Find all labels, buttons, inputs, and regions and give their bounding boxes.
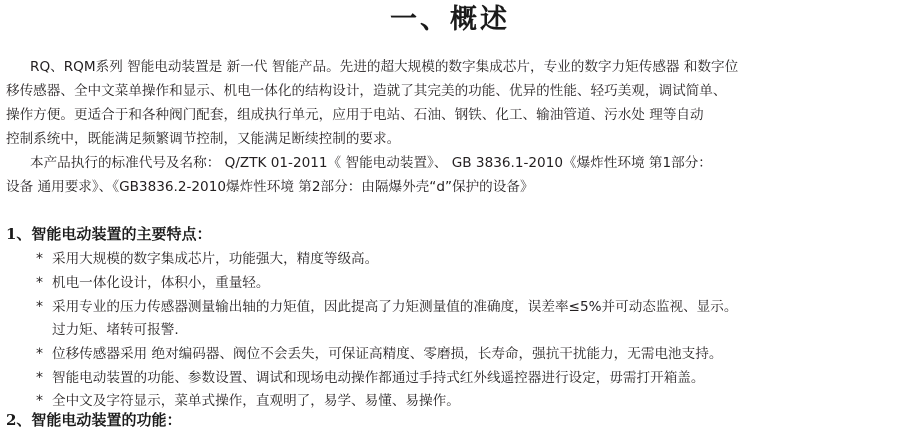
next-section-heading: 2、智能电动装置的功能： — [6, 411, 182, 429]
intro-p1-line-1: RQ、RQM系列 智能电动装置是 新一代 智能产品。先进的超大规模的数字集成芯片，专业的数字力矩传感器 和数字位 — [30, 59, 739, 75]
feature-item — [36, 297, 737, 317]
feature-item — [36, 391, 460, 411]
feature-text: 采用大规模的数字集成芯片，功能强大，精度等级高。 — [52, 251, 379, 267]
intro-p1-line-4: 控制系统中，既能满足频繁调节控制，又能满足断续控制的要求。 — [6, 131, 401, 147]
page-title: 一、概述 — [390, 4, 510, 35]
feature-item — [36, 368, 705, 388]
feature-item-continuation: 过力矩、堵转可报警. — [52, 322, 179, 338]
bullet-star-icon: * — [36, 251, 43, 267]
bullet-star-icon: * — [36, 346, 43, 362]
feature-text: 位移传感器采用 绝对编码器、阀位不会丢失，可保证高精度、零磨损，长寿命，强抗干扰能力，无需电池支持。 — [52, 346, 723, 362]
bullet-star-icon: * — [36, 299, 43, 315]
intro-p2-line-2: 设备 通用要求》、《GB3836.2-2010爆炸性环境 第2部分：由隔爆外壳“d”保护的设备》 — [6, 179, 534, 195]
bullet-star-icon: * — [36, 393, 43, 409]
feature-text: 机电一体化设计，体积小，重量轻。 — [52, 275, 270, 291]
bullet-star-icon: * — [36, 370, 43, 386]
feature-text: 全中文及字符显示，菜单式操作，直观明了，易学、易懂、易操作。 — [52, 393, 460, 409]
intro-p1-line-3: 操作方便。更适合于和各种阀门配套，组成执行单元，应用于电站、石油、钢铁、化工、输油管道、污水处 理等自动 — [6, 107, 704, 123]
bullet-star-icon: * — [36, 275, 43, 291]
feature-item — [36, 273, 270, 293]
feature-text: 智能电动装置的功能、参数设置、调试和现场电动操作都通过手持式红外线遥控器进行设定，毋需打开箱盖。 — [52, 370, 705, 386]
feature-text: 采用专业的压力传感器测量输出轴的力矩值，因此提高了力矩测量值的准确度，误差率≤5%并可动态监视、显示。 — [52, 299, 738, 315]
feature-item — [36, 344, 722, 364]
feature-item — [36, 249, 378, 269]
intro-p1-line-2: 移传感器、全中文菜单操作和显示、机电一体化的结构设计，造就了其完美的功能、优异的性能、轻巧美观，调试简单、 — [6, 83, 727, 99]
features-heading: 1、智能电动装置的主要特点： — [6, 225, 212, 243]
intro-p2-line-1: 本产品执行的标准代号及名称： Q/ZTK 01-2011《 智能电动装置》、 GB 3836.1-2010《爆炸性环境 第1部分： — [30, 155, 712, 171]
